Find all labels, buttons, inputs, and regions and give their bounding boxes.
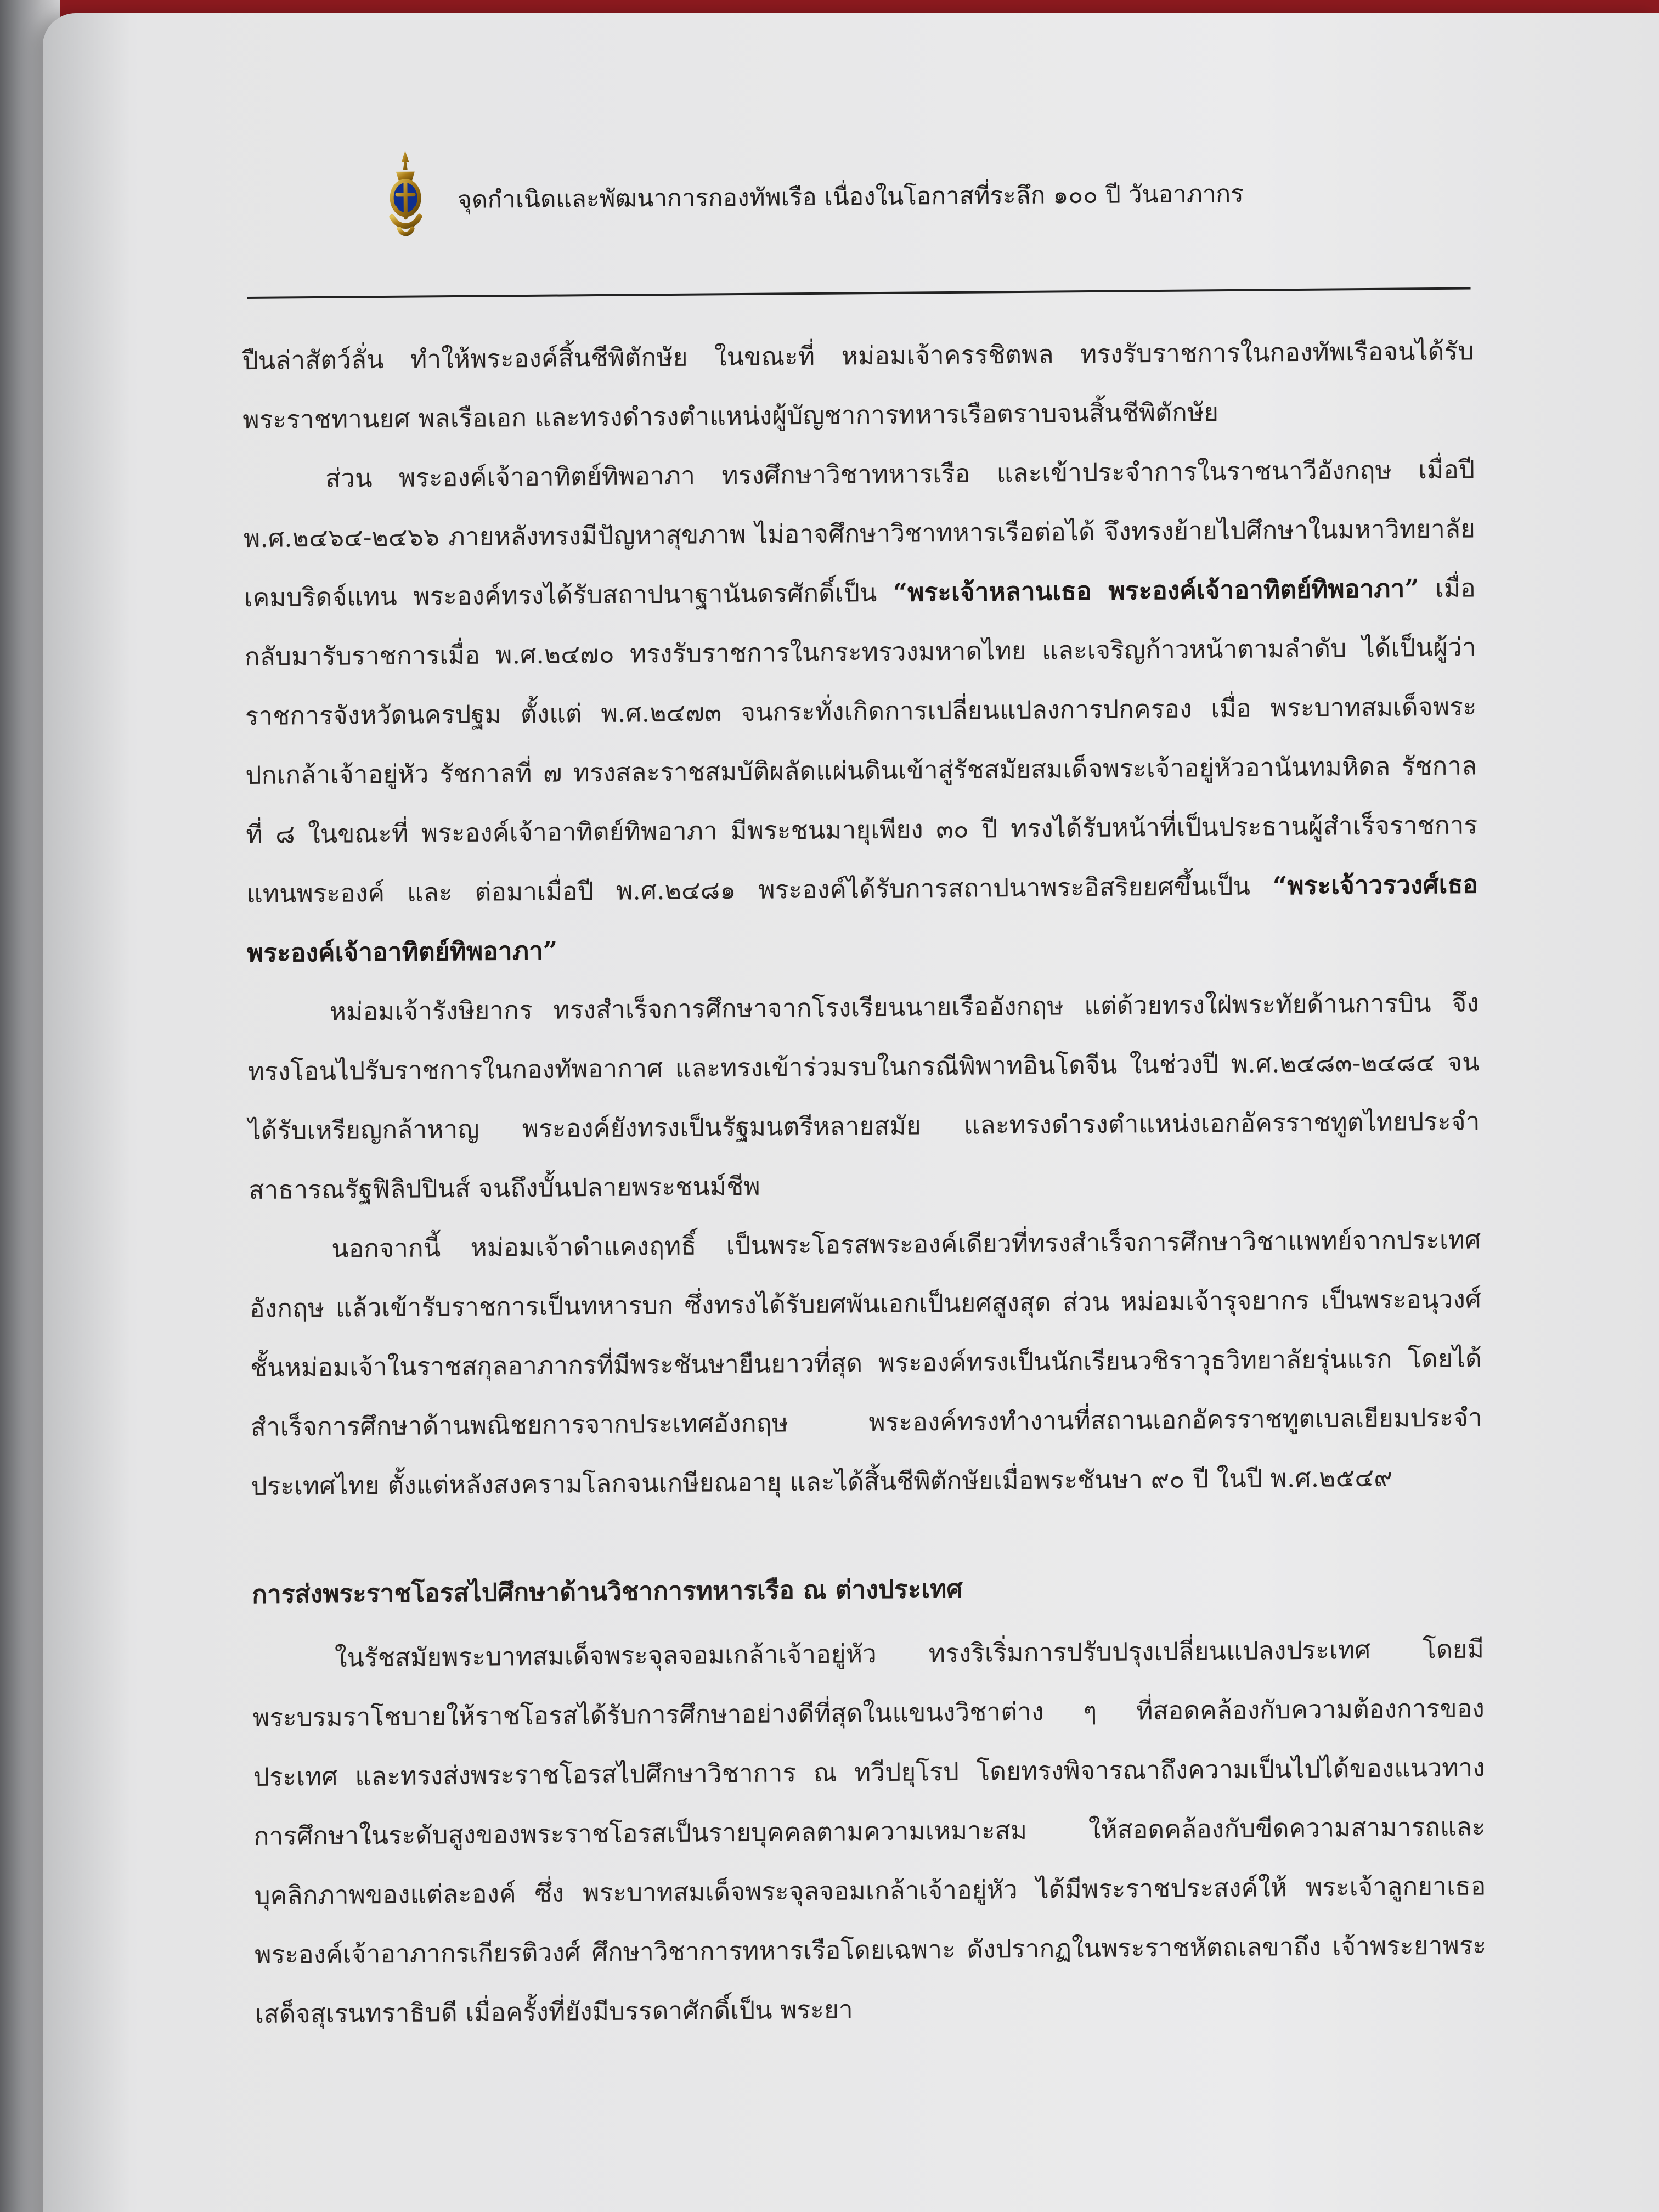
paragraph-text: เมื่อกลับมารับราชการเมื่อ พ.ศ.๒๔๗๐ ทรงรับราชการในกระทรวงมหาดไทย และเจริญก้าวหน้าตามลำดับ ได้เป็นผู้ว่าราชการจังหวัดนครปฐม ตั้งแต่ พ.ศ.๒๔๗๓ จนกระทั่งเกิดการเปลี่ยนแปลงการปกครอง เมื่อ พระบาทสมเด็จพระปกเกล้าเจ้าอยู่หัว รัชกาลที่ ๗ ทรงสละราชสมบัติผลัดแผ่นดินเข้าสู่รัชสมัยสมเด็จพระเจ้าอยู่หัวอานันทมหิดล รัชกาลที่ ๘ ในขณะที่ พระองค์เจ้าอาทิตย์ทิพอาภา มีพระชนมายุเพียง ๓๐ ปี ทรงได้รับหน้าที่เป็นประธานผู้สำเร็จราชการแทนพระองค์ และ ต่อมาเมื่อปี พ.ศ.๒๔๘๑ พระองค์ได้รับการสถาปนาพระอิสริยยศขึ้นเป็น (244, 573, 1478, 909)
body-paragraph-damkaengrit: นอกจากนี้ หม่อมเจ้าดำแคงฤทธิ์ เป็นพระโอรสพระองค์เดียวที่ทรงสำเร็จการศึกษาวิชาแพทย์จากประเทศอังกฤษ แล้วเข้ารับราชการเป็นทหารบก ซึ่งทรงได้รับยศพันเอกเป็นยศสูงสุด ส่วน หม่อมเจ้ารุจยากร เป็นพระอนุวงศ์ชั้นหม่อมเจ้าในราชสกุลอาภากรที่มีพระชันษายืนยาวที่สุด พระองค์ทรงเป็นนักเรียนวชิราวุธวิทยาลัยรุ่นแรก โดยได้สำเร็จการศึกษาด้านพณิชยการจากประเทศอังกฤษ พระองค์ทรงทำงานที่สถานเอกอัครราชทูตเบลเยียมประจำประเทศไทย ตั้งแต่หลังสงครามโลกจนเกษียณอายุ และได้สิ้นชีพิตักษัยเมื่อพระชันษา ๙๐ ปี ในปี พ.ศ.๒๕๔๙ (249, 1224, 1482, 1502)
body-paragraph-rangsiyakorn: หม่อมเจ้ารังษิยากร ทรงสำเร็จการศึกษาจากโรงเรียนนายเรืออังกฤษ แต่ด้วยทรงใฝ่พระทัยด้านการบิน จึงทรงโอนไปรับราชการในกองทัพอากาศ และทรงเข้าร่วมรบในกรณีพิพาทอินโดจีน ในช่วงปี พ.ศ.๒๔๘๓-๒๔๘๔ จนได้รับเหรียญกล้าหาญ พระองค์ยังทรงเป็นรัฐมนตรีหลายสมัย และทรงดำรงตำแหน่งเอกอัครราชทูตไทยประจำสาธารณรัฐฟิลิปปินส์ จนถึงบั้นปลายพระชนม์ชีพ (247, 988, 1480, 1205)
body-paragraph-naval-study: ในรัชสมัยพระบาทสมเด็จพระจุลจอมเกล้าเจ้าอยู่หัว ทรงริเริ่มการปรับปรุงเปลี่ยนแปลงประเทศ โดยมีพระบรมราโชบายให้ราชโอรสได้รับการศึกษาอย่างดีที่สุดในแขนงวิชาต่าง ๆ ที่สอดคล้องกับความต้องการของประเทศ และทรงส่งพระราชโอรสไปศึกษาวิชาการ ณ ทวีปยุโรป โดยทรงพิจารณาถึงความเป็นไปได้ของแนวทางการศึกษาในระดับสูงของพระราชโอรสเป็นรายบุคคลตามความเหมาะสม ให้สอดคล้องกับขีดความสามารถและบุคลิกภาพของแต่ละองค์ ซึ่ง พระบาทสมเด็จพระจุลจอมเกล้าเจ้าอยู่หัว ได้มีพระราชประสงค์ให้ พระเจ้าลูกยาเธอ พระองค์เจ้าอาภากรเกียรติวงศ์ ศึกษาวิชาการทหารเรือโดยเฉพาะ ดังปรากฏในพระราชหัตถเลขาถึง เจ้าพระยาพระเสด็จสุเรนทราธิบดี เมื่อครั้งที่ยังมีบรรดาศักดิ์เป็น พระยา (252, 1634, 1487, 2029)
document-body (242, 321, 1487, 2044)
body-paragraph-continued: ปืนล่าสัตว์ลั่น ทำให้พระองค์สิ้นชีพิตักษัย ในขณะที่ หม่อมเจ้าครรชิตพล ทรงรับราชการในกองทัพเรือจนได้รับพระราชทานยศ พลเรือเอก และทรงดำรงตำแหน่งผู้บัญชาการทหารเรือตราบจนสิ้นชีพิตักษัย (242, 336, 1474, 435)
book-page (43, 13, 1659, 2212)
bold-title: “พระเจ้าวรวงศ์เธอ พระองค์เจ้าอาทิตย์ทิพอาภา” (246, 869, 1479, 968)
royal-navy-emblem-icon (381, 148, 429, 242)
paragraph-text: ส่วน พระองค์เจ้าอาทิตย์ทิพอาภา ทรงศึกษาวิชาทหารเรือ และเข้าประจำการในราชนาวีอังกฤษ เมื่อปี พ.ศ.๒๔๖๔-๒๔๖๖ ภายหลังทรงมีปัญหาสุขภาพ ไม่อาจศึกษาวิชาทหารเรือต่อได้ จึงทรงย้ายไปศึกษาในมหาวิทยาลัยเคมบริดจ์แทน พระองค์ทรงได้รับสถาปนาฐานันดรศักดิ์เป็น (243, 454, 1476, 613)
section-heading: การส่งพระราชโอรสไปศึกษาด้านวิชาการทหารเรือ ณ ต่างประเทศ (251, 1573, 963, 1610)
header-divider (247, 287, 1471, 299)
running-header-title: จุดกำเนิดและพัฒนาการกองทัพเรือ เนื่องในโอกาสที่ระลึก ๑๐๐ ปี วันอาภากร (457, 179, 1244, 214)
bold-title: “พระเจ้าหลานเธอ พระองค์เจ้าอาทิตย์ทิพอาภา” (893, 573, 1419, 607)
page-content (177, 107, 1543, 2180)
page-header (177, 107, 1528, 315)
body-paragraph-prince-atit (243, 439, 1479, 983)
